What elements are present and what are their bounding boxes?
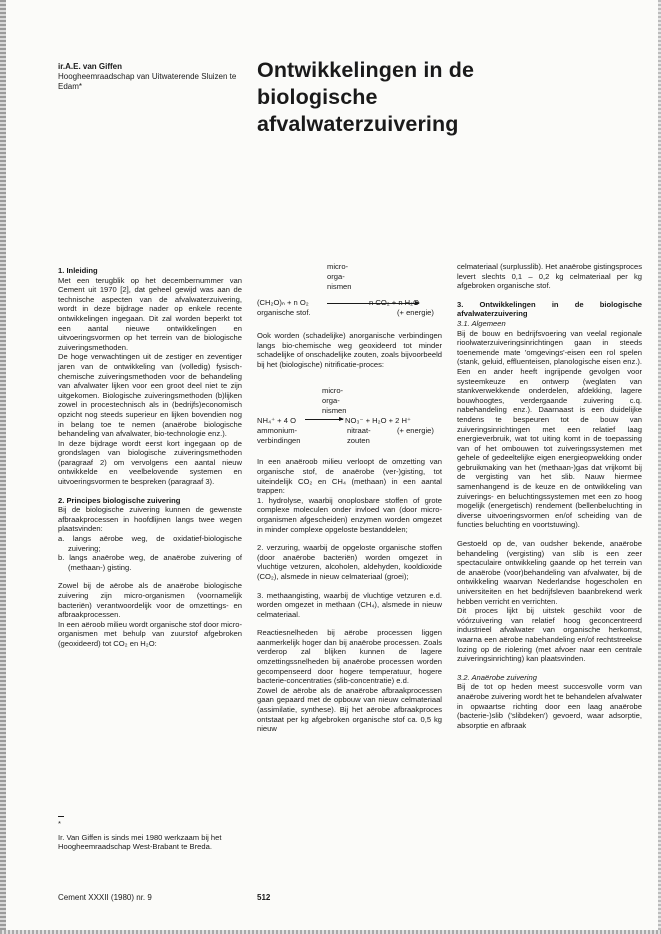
column-2 [257, 262, 442, 734]
list-item: a. langs aërobe weg, de oxidatief-biologische zuivering; [58, 534, 242, 553]
formula-label: orga- [327, 272, 345, 281]
section-heading-inleiding: 1. Inleiding [58, 266, 98, 275]
formula-label: orga- [322, 396, 340, 406]
formula-label: ammonium- [257, 426, 298, 436]
paragraph: Ook worden (schadelijke) anorganische verbindingen langs bio-chemische weg geoxideerd tot minder schadelijke of onschadelijke zouten, zoals bijvoorbeeld bij het (biologische) nitrificatie-proces: [257, 331, 442, 369]
article-title [257, 57, 627, 138]
formula-label: nismen [322, 406, 347, 416]
paragraph: In een anaëroob milieu verloopt de omzetting van organische stof, de anaërobe (ver-)gisting, tot uiteindelijk CO₂ en CH₄ (methaan) in een aantal trappen: [257, 457, 442, 496]
scan-bottom-edge [0, 930, 661, 934]
footnote-rule [58, 816, 64, 817]
title-line-1: Ontwikkelingen in de [257, 58, 475, 82]
paragraph: Dit proces lijkt bij uitstek geschikt voor de vóórzuivering van relatief hoog geconcentreerd industrieel afvalwater van organische herkomst, waarna een aërobe nabehandeling en/of rechtstreekse lozing op de riolering (met afvoer naar een centrale zuiveringsinrichting) kan plaatsvinden. [457, 606, 642, 664]
author-affiliation: Hoogheemraadschap van Uitwaterende Sluizen te Edam* [58, 72, 237, 91]
formula-label: micro- [327, 262, 349, 271]
formula-nitrification [257, 378, 442, 448]
journal-reference: Cement XXXII (1980) nr. 9 [58, 893, 152, 902]
formula-label: nismen [327, 282, 352, 291]
formula-label: micro- [322, 386, 344, 396]
footnote-mark: * [58, 819, 61, 828]
subsection-heading-algemeen: 3.1. Algemeen [457, 318, 506, 328]
paragraph: In deze bijdrage wordt eerst kort ingegaan op de grondslagen van biologische zuiveringsmethoden (paragraaf 2) om vervolgens een aantal nieuw ontwikkelde en veelbelovende systemen en uitvoeringsvormen te bespreken (paragraaf 3). [58, 438, 242, 487]
title-line-3: afvalwaterzuivering [257, 112, 459, 136]
paragraph: De hoge verwachtingen uit de zestiger en zeventiger jaren van de ontwikkeling van (volledig) fysisch-chemische zuiveringsmethoden voor de behandeling van afvalwater lijken voor een groot deel niet te zijn uitgekomen. Biologische zuiveringsmethoden (b)lijken zowel in procestechnisch als in (bedrijfs)economisch opzicht nog steeds superieur en lijken bovendien nog in belang toe te nemen (anaërobe biologische behandeling van afvalwater, bio-technologie enz.). [58, 352, 242, 439]
formula-label: (+ energie) [397, 426, 434, 436]
list-item: b. langs anaërobe weg, de anaërobe zuivering of (methaan-) gisting. [58, 553, 242, 572]
footnote-text: Ir. Van Giffen is sinds mei 1980 werkzaam bij het Hoogheemraadschap West-Brabant te Breda. [58, 832, 222, 852]
formula-products: NO₃⁻ + H₂O + 2 H⁺ [345, 416, 411, 426]
formula-reactants: NH₄⁺ + 4 O [257, 416, 296, 426]
formula-label: (+ energie) [397, 308, 434, 317]
formula-label: organische stof. [257, 308, 311, 317]
paragraph: Zowel de aërobe als de anaërobe afbraakprocessen gaan gepaard met de opbouw van nieuw celmateriaal (assimilatie, synthese). Bij het aërobe afbraakproces ontstaat per kg afgebroken organische stof ca. 0,5 kg nieuw [257, 685, 442, 734]
paragraph: 3. methaangisting, waarbij de vluchtige vetzuren e.d. worden omgezet in methaan (CH₄), alsmede in nieuw celmateriaal. [257, 590, 442, 619]
scan-left-edge [0, 0, 6, 934]
column-3 [457, 262, 642, 730]
author-name: ir.A.E. van Giffen [58, 62, 123, 71]
page-number: 512 [257, 893, 271, 902]
paragraph: 2. verzuring, waarbij de opgeloste organische stoffen (door anaërobe bacteriën) worden omgezet in vluchtige vetzuren, alcoholen, aldehyden, kooldioxide (CO₂), alsmede in nieuw celmateriaal (groei); [257, 543, 442, 581]
paragraph: In een aëroob milieu wordt organische stof door micro-organismen met behulp van zuurstof afgebroken (geoxideerd) tot CO₂ en H₂O: [58, 619, 242, 648]
paragraph: Zowel bij de aërobe als de anaërobe biologische zuivering zijn micro-organismen (voornamelijk bacteriën) verantwoordelijk voor de omzettings- en afbraakprocessen. [58, 581, 242, 620]
formula-reactants: (CH₂O)ₙ + n O₂ [257, 298, 309, 307]
paragraph: Bij de bouw en bedrijfsvoering van veelal regionale rioolwaterzuiveringsinrichtingen gaan in steeds toenemende mate 'omgevings'-eisen een rol spelen (stank, geluid, effluenteisen, planologische eisen enz.). Een en ander heeft ingrijpende gevolgen voor systeemkeuze en ontwerp (weglaten van stankverwekkende onderdelen, afdekking, lagere bouwhoogtes, verdergaande zuivering c.q. nabehandeling enz.). Daarnaast is een duidelijke tendens te bespeuren tot de bouw van zuiveringsinrichtingen met een relatief laag energieverbruik, wat tot uiting komt in de toepassing van of het ombouwen tot zuiveringssystemen met gehele of gedeeltelijke eigen energieopwekking onder gebruikmaking van het (methaan-)gas dat vrijkomt bij de vergisting van het slib. Nauw hiermee samenhangend is de keuze en de ontwikkeling van zuiverings- en beluchtingssystemen met een zo hoog mogelijk (energetisch) rendement (bellenbeluchting in diverse uitvoeringsvormen en/of scheiding van de functies beluchting en voortstuwing). [457, 328, 642, 530]
subsection-heading-anaerobe: 3.2. Anaërobe zuivering [457, 672, 537, 682]
formula-label: zouten [347, 436, 370, 446]
footnote [58, 816, 242, 852]
formula-aerobic [257, 262, 442, 322]
paragraph: Bij de biologische zuivering kunnen de gewenste afbraakprocessen in hoofdlijnen langs twee wegen plaatsvinden: [58, 505, 242, 534]
column-1 [58, 266, 242, 649]
section-heading-principes: 2. Principes biologische zuivering [58, 495, 181, 505]
paragraph: Met een terugblik op het decembernummer van Cement uit 1970 [2], dat geheel gewijd was aan de technische aspecten van de afvalwaterzuivering, wordt in deze bijdrage nader op enkele recente ontwikkelingen ingegaan. Dit zal worden beperkt tot een aantal nieuwe ontwikkelingen en uitvoeringsvormen op het terrein van de biologische zuiveringsmethoden. [58, 275, 242, 352]
paragraph: Reactiesnelheden bij aërobe processen liggen aanmerkelijk hoger dan bij anaërobe processen. Zoals verderop zal blijken kunnen de lagere omzettingssnelheden bij anaërobe processen worden gecompenseerd door hogere temperatuur, hogere bacterie-concentraties (slib-concentratie) e.d. [257, 628, 442, 686]
paragraph: celmateriaal (surplusslib). Het anaërobe gistingsproces levert slechts 0,1 – 0,2 kg celmateriaal per kg afgebroken organische stof. [457, 262, 642, 291]
formula-label: nitraat- [347, 426, 371, 436]
author-block [58, 62, 243, 92]
paragraph: Gestoeld op de, van oudsher bekende, anaërobe behandeling (vergisting) van slib is een zeer spectaculaire ontwikkeling gaande op het terrein van de anaërobe (voor)behandeling van afvalwater, bij de ontwikkeling waarvan Nederlandse hogescholen en universiteiten en het bedrijfsleven baanbrekend werk hebben verricht en verrichten. [457, 539, 642, 606]
formula-label: verbindingen [257, 436, 301, 446]
paragraph: 1. hydrolyse, waarbij onoplosbare stoffen of grote complexe moleculen onder invloed van (door micro-organismen afgescheiden) enzymen worden omgezet in minder complexe opgeloste bestanddelen; [257, 495, 442, 534]
formula-products: n CO₂ + n H₂O [369, 298, 419, 307]
paragraph: Bij de tot op heden meest succesvolle vorm van anaërobe zuivering wordt het te behandelen afvalwater in opwaartse richting door een laag anaërobe (bacterie-)slib ('slibdeken') gevoerd, waar adsorptie, absorptie en afbraak [457, 682, 642, 730]
title-line-2: biologische [257, 85, 378, 109]
reaction-arrow-icon [305, 419, 343, 420]
section-heading-ontwikkelingen: 3. Ontwikkelingen in de biologische afvalwaterzuivering [457, 299, 642, 319]
